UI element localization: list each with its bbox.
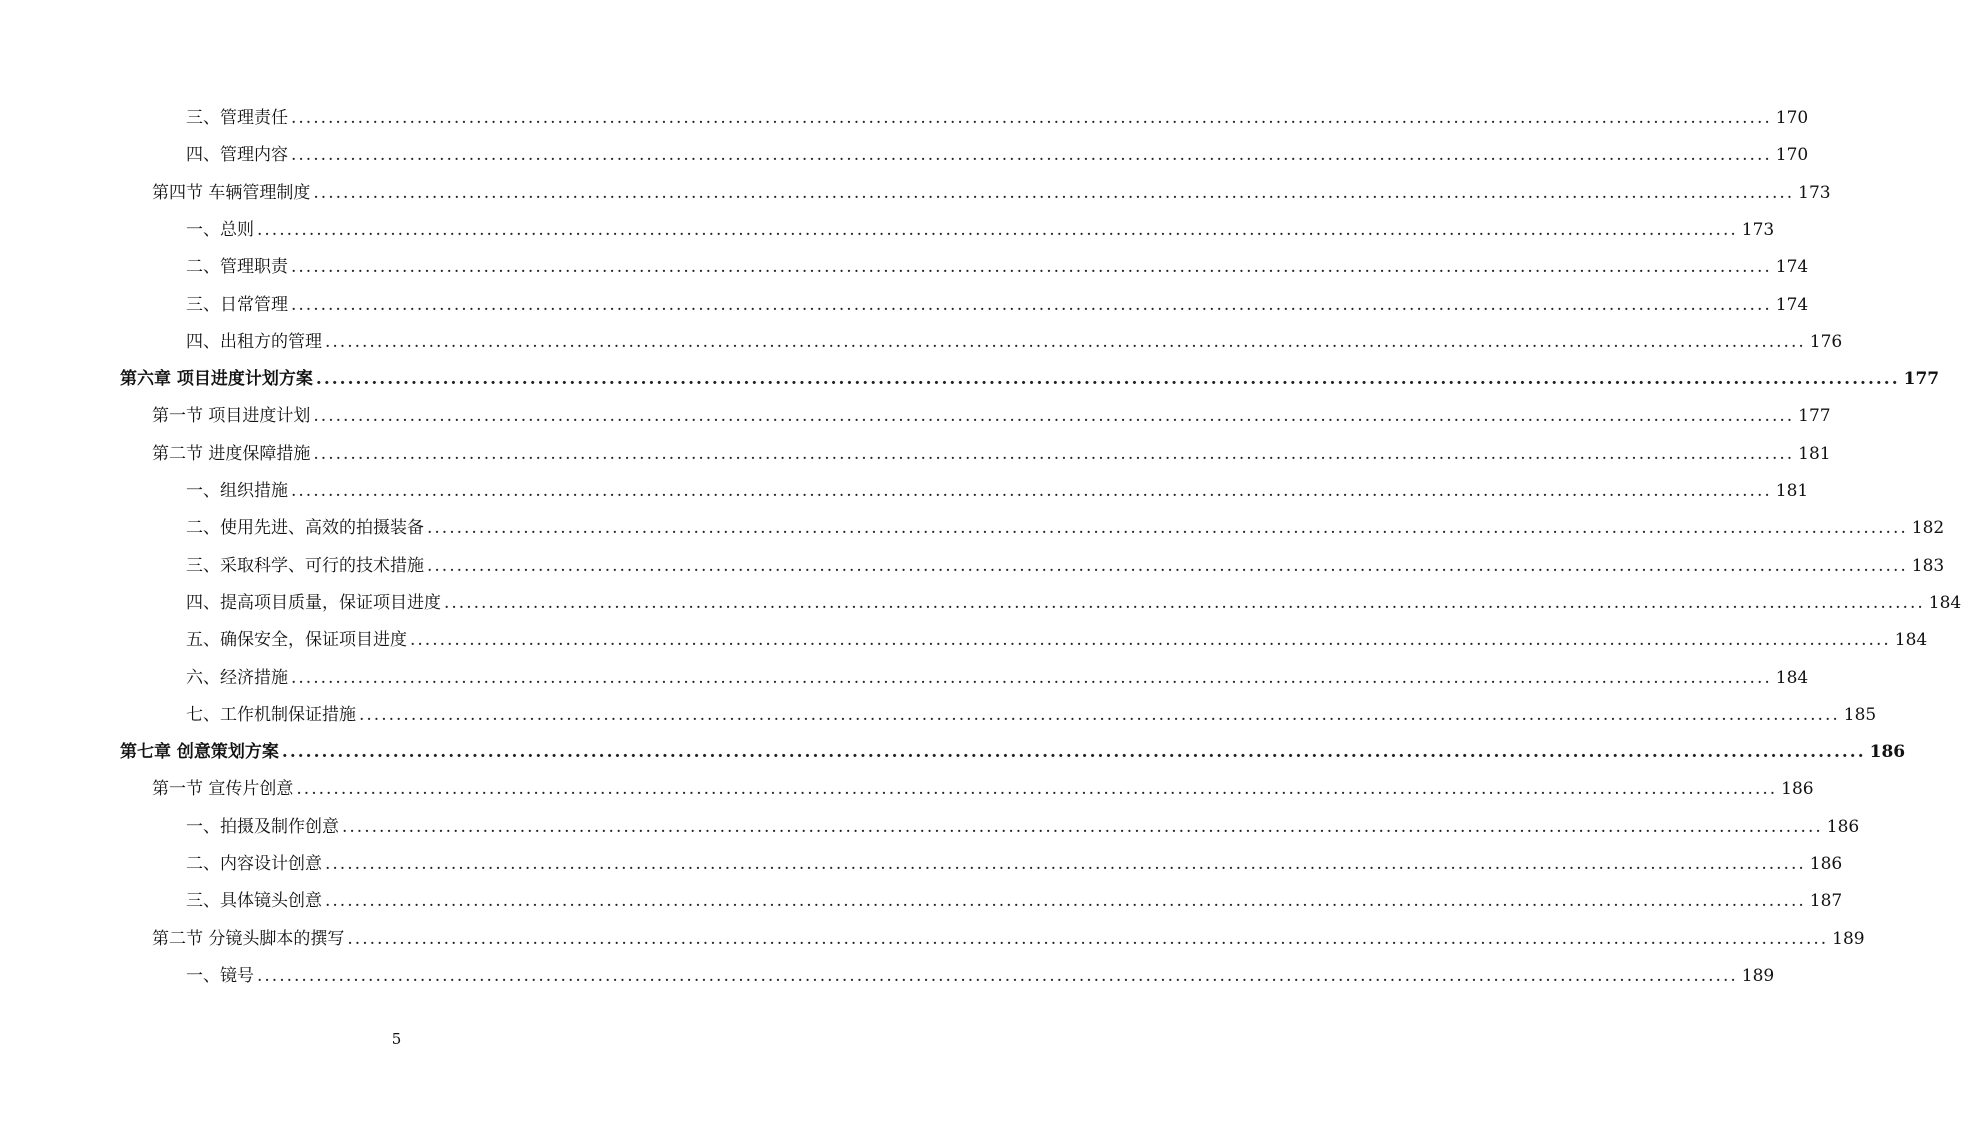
toc-entry-label: 第一节 项目进度计划 (152, 406, 311, 427)
toc-entry[interactable] (186, 883, 1843, 920)
toc-entry-label: 第二节 进度保障措施 (152, 443, 311, 464)
toc-entry-label: 五、确保安全，保证项目进度 (186, 630, 407, 651)
toc-entry-page: 174 (1775, 294, 1809, 315)
toc-entry-page: 186 (1781, 779, 1814, 800)
toc-entry[interactable] (152, 398, 1831, 435)
toc-leader-dots: ........................................................................................................................................................................................................ (313, 443, 1795, 464)
toc-entry-page: 176 (1809, 331, 1843, 352)
toc-entry-page: 186 (1809, 854, 1843, 874)
toc-entry-page: 170 (1775, 145, 1809, 166)
toc-entry-label: 第四节 车辆管理制度 (152, 182, 311, 203)
toc-entry[interactable] (186, 660, 1809, 697)
toc-entry-page: 177 (1903, 369, 1940, 390)
toc-leader-dots: ........................................................................................................................................................................................................ (291, 108, 1772, 128)
toc-entry-label: 第七章 创意策划方案 (120, 742, 279, 763)
toc-entry-label: 一、总则 (186, 219, 254, 240)
toc-leader-dots: ........................................................................................................................................................................................................ (325, 854, 1806, 874)
toc-entry-page: 181 (1775, 481, 1809, 501)
toc-entry-label: 一、拍摄及制作创意 (186, 816, 339, 837)
toc-leader-dots: ........................................................................................................................................................................................................ (347, 928, 1829, 949)
toc-entry[interactable] (152, 921, 1865, 958)
toc-entry-page: 173 (1798, 182, 1831, 203)
toc-leader-dots: ........................................................................................................................................................................................................ (291, 257, 1772, 278)
toc-entry-page: 186 (1826, 816, 1860, 837)
toc-entry-page: 187 (1809, 891, 1843, 912)
toc-leader-dots: ........................................................................................................................................................................................................ (427, 518, 1908, 539)
toc-leader-dots: ........................................................................................................................................................................................................ (444, 592, 1925, 613)
toc-entry-label: 一、组织措施 (186, 481, 288, 501)
toc-entry-label: 四、管理内容 (186, 145, 288, 166)
toc-entry-label: 四、提高项目质量，保证项目进度 (186, 592, 441, 613)
toc-entry-page: 184 (1928, 592, 1961, 613)
toc-entry[interactable] (186, 809, 1860, 846)
toc-entry-label: 二、使用先进、高效的拍摄装备 (186, 518, 424, 539)
toc-leader-dots: ........................................................................................................................................................................................................ (315, 369, 1900, 390)
toc-entry[interactable] (120, 734, 1906, 771)
toc-entry[interactable] (186, 585, 1961, 622)
toc-entry-page: 174 (1775, 257, 1809, 278)
toc-leader-dots: ........................................................................................................................................................................................................ (427, 555, 1908, 576)
toc-leader-dots: ........................................................................................................................................................................................................ (342, 816, 1823, 837)
toc-leader-dots: ........................................................................................................................................................................................................ (257, 965, 1738, 986)
toc-entry[interactable] (186, 100, 1809, 137)
toc-entry-label: 第六章 项目进度计划方案 (120, 369, 313, 390)
toc-entry-label: 二、内容设计创意 (186, 854, 322, 874)
toc-entry[interactable] (152, 771, 1814, 808)
toc-leader-dots: ........................................................................................................................................................................................................ (291, 145, 1772, 166)
toc-entry[interactable] (186, 324, 1843, 361)
toc-leader-dots: ........................................................................................................................................................................................................ (313, 406, 1795, 427)
toc-leader-dots: ........................................................................................................................................................................................................ (257, 219, 1738, 240)
toc-leader-dots: ........................................................................................................................................................................................................ (291, 481, 1772, 501)
toc-entry-page: 181 (1798, 443, 1831, 464)
toc-entry-page: 182 (1911, 518, 1945, 539)
toc-entry-label: 四、出租方的管理 (186, 331, 322, 352)
toc-entry[interactable] (186, 846, 1843, 883)
toc-entry-label: 二、管理职责 (186, 257, 288, 278)
toc-entry[interactable] (120, 361, 1940, 398)
toc-leader-dots: ........................................................................................................................................................................................................ (291, 294, 1772, 315)
toc-entry[interactable] (186, 697, 1877, 734)
toc-leader-dots: ........................................................................................................................................................................................................ (281, 742, 1866, 763)
toc-entry-label: 三、采取科学、可行的技术措施 (186, 555, 424, 576)
toc-leader-dots: ........................................................................................................................................................................................................ (325, 891, 1806, 912)
toc-entry-label: 三、日常管理 (186, 294, 288, 315)
toc-entry[interactable] (186, 287, 1809, 324)
toc-entry-label: 第二节 分镜头脚本的撰写 (152, 928, 345, 949)
toc-entry-page: 183 (1911, 555, 1945, 576)
toc-entry[interactable] (186, 510, 1945, 547)
toc-entry-label: 七、工作机制保证措施 (186, 704, 356, 725)
toc-entry-label: 第一节 宣传片创意 (152, 779, 294, 800)
toc-leader-dots: ........................................................................................................................................................................................................ (325, 331, 1806, 352)
toc-entry[interactable] (152, 175, 1831, 212)
toc-entry-label: 三、具体镜头创意 (186, 891, 322, 912)
toc-leader-dots: ........................................................................................................................................................................................................ (410, 630, 1891, 651)
toc-entry[interactable] (186, 137, 1809, 174)
toc-leader-dots: ........................................................................................................................................................................................................ (296, 779, 1778, 800)
toc-entry-label: 一、镜号 (186, 965, 254, 986)
toc-entry[interactable] (186, 473, 1809, 510)
toc-entry-label: 三、管理责任 (186, 108, 288, 128)
toc-leader-dots: ........................................................................................................................................................................................................ (313, 182, 1795, 203)
toc-entry-page: 173 (1741, 219, 1775, 240)
toc-leader-dots: ........................................................................................................................................................................................................ (359, 704, 1840, 725)
toc-entry[interactable] (152, 436, 1831, 473)
toc-entry-page: 184 (1894, 630, 1928, 651)
toc-entry[interactable] (186, 958, 1775, 995)
toc-entry-page: 189 (1741, 965, 1775, 986)
toc-entry[interactable] (186, 212, 1775, 249)
toc-leader-dots: ........................................................................................................................................................................................................ (291, 667, 1772, 688)
toc-entry-page: 177 (1798, 406, 1831, 427)
toc-entry[interactable] (186, 622, 1928, 659)
toc-entry-label: 六、经济措施 (186, 667, 288, 688)
toc-entry-page: 189 (1832, 928, 1865, 949)
toc-entry[interactable] (186, 249, 1809, 286)
toc-entry-page: 184 (1775, 667, 1809, 688)
toc-entry-page: 185 (1843, 704, 1877, 725)
toc-entry-page: 170 (1775, 108, 1809, 128)
toc-entry[interactable] (186, 548, 1945, 585)
toc-entry-page: 186 (1869, 742, 1906, 763)
page-number: 5 (391, 1030, 402, 1048)
